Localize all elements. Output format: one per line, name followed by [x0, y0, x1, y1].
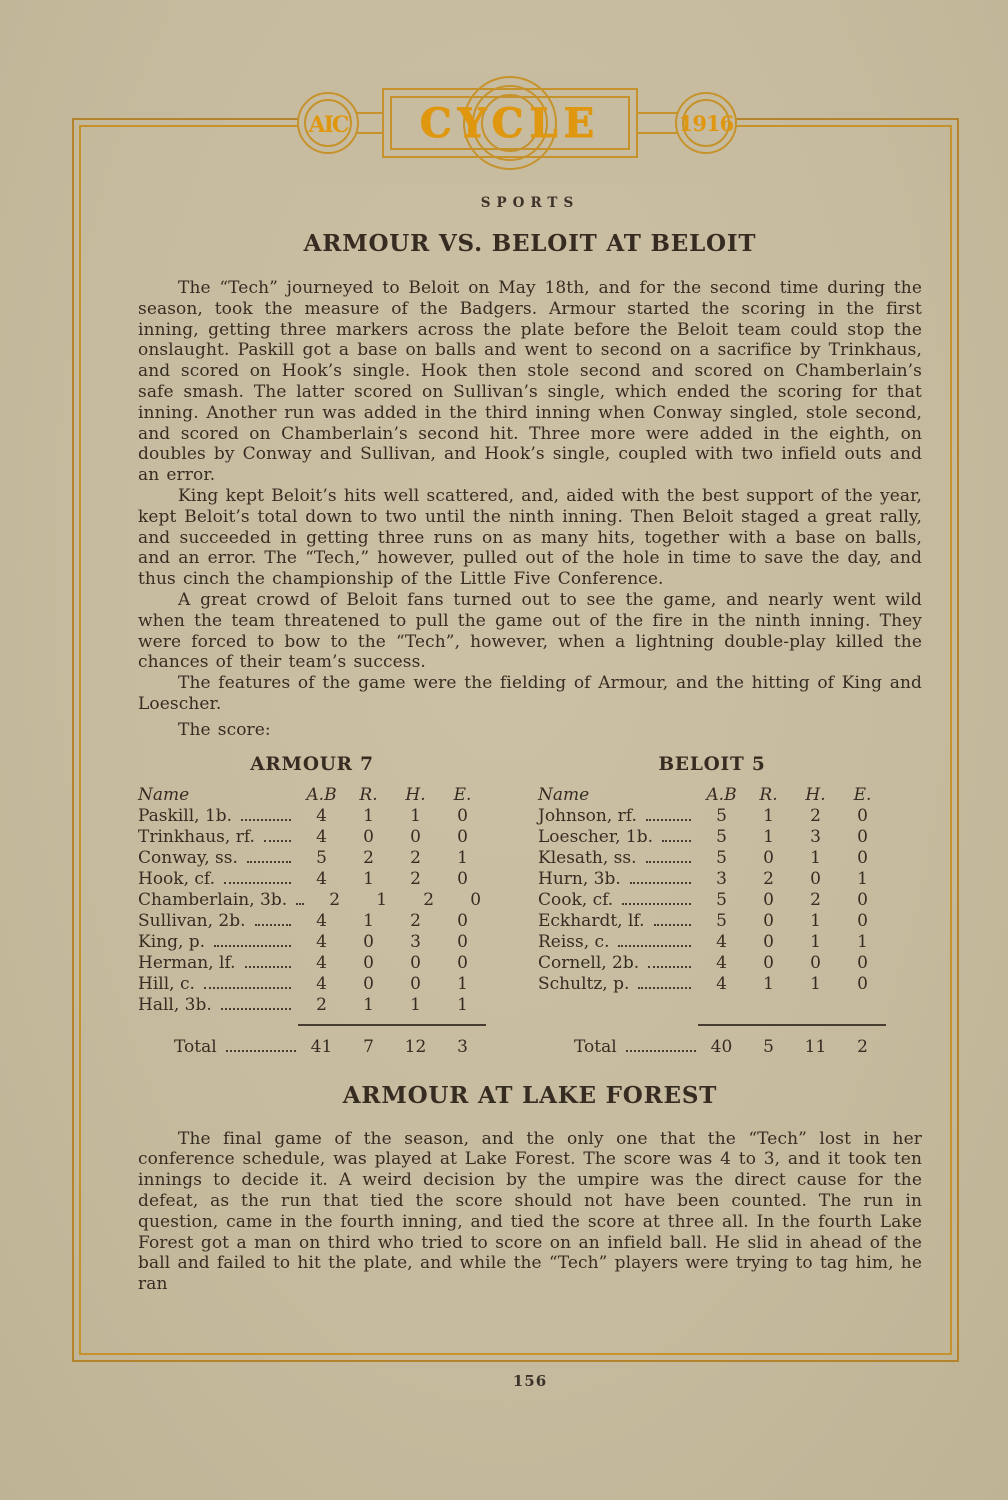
player-name: Reiss, c. [538, 931, 610, 952]
armour-total-block [138, 1016, 486, 1058]
table-row: Trinkhaus, rf. 4 0 0 0 [138, 826, 468, 847]
col-h: H. [805, 784, 826, 805]
table-row: Hill, c. 4 0 0 1 [138, 973, 468, 994]
leader-dots [245, 966, 291, 968]
player-name: Cornell, 2b. [538, 952, 640, 973]
table-row: Conway, ss. 5 2 2 1 [138, 847, 468, 868]
leader-dots [618, 945, 691, 947]
player-name: Hook, cf. [138, 868, 216, 889]
table-row: Schultz, p. 4 1 1 0 [538, 973, 868, 994]
leader-dots [622, 903, 691, 905]
col-e: E. [453, 784, 472, 805]
total-row: Total 40 5 11 2 [574, 1036, 868, 1057]
header-ornament [225, 55, 785, 200]
armour-table-title: ARMOUR 7 [250, 753, 374, 775]
player-name: Klesath, ss. [538, 847, 637, 868]
article1-paragraph-1: The “Tech” journeyed to Beloit on May 18th, and for the second time during the season, took the measure of the Badgers. Armour started the scoring in the first inning, getting three markers across the plate before the Beloit team could stop the onslaught. Paskill got a base on balls and went to second on a sacrifice by Trinkhaus, and scored on Hook’s single. Hook then stole second and scored on Chamberlain’s safe smash. The latter scored on Sullivan’s single, which ended the scoring for that inning. Another run was added in the third inning when Conway singled, stole second, and scored on Chamberlain’s second hit. Three more were added in the eighth, on doubles by Conway and Sullivan, and Hook’s single, coupled with two infield outs and an error. [138, 278, 922, 486]
player-name: Cook, cf. [538, 889, 614, 910]
col-name: Name [138, 784, 190, 805]
leader-dots [241, 819, 291, 821]
player-name: Schultz, p. [538, 973, 630, 994]
col-r: R. [359, 784, 378, 805]
box-scores [138, 754, 922, 1058]
table-row: Eckhardt, lf. 5 0 1 0 [538, 910, 868, 931]
article1-title: ARMOUR VS. BELOIT AT BELOIT [303, 230, 757, 257]
total-label: Total [174, 1036, 217, 1057]
total-label: Total [574, 1036, 617, 1057]
article2-paragraph-1: The final game of the season, and the only one that the “Tech” lost in her conference schedule, was played at Lake Forest. The score was 4 to 3, and it took ten innings to decide it. A weird decision by the umpire was the direct cause for the defeat, as the run that tied the score should not have been counted. The run in question, came in the fourth inning, and tied the score at three all. In the fourth Lake Forest got a man on third who tried to score on an infield ball. He slid in ahead of the ball and failed to hit the plate, and while the “Tech” players were trying to tag him, he ran [138, 1128, 922, 1295]
table-row: Chamberlain, 3b. 2 1 2 0 [138, 889, 482, 910]
leader-dots [630, 882, 691, 884]
table-row: Hurn, 3b. 3 2 0 1 [538, 868, 868, 889]
article1-paragraph-3: A great crowd of Beloit fans turned out to see the game, and nearly went wild when the team threatened to pull the game out of the fire in the ninth inning. They were forced to bow to the “Tech”, however, when a lightning double-play killed the chances of their team’s success. [138, 589, 922, 673]
leader-dots [662, 840, 691, 842]
table-header-row [138, 785, 486, 806]
table-row: Hook, cf. 4 1 2 0 [138, 868, 468, 889]
player-name: Herman, lf. [138, 952, 236, 973]
beloit-total-block [538, 1016, 886, 1058]
table-row: Klesath, ss. 5 0 1 0 [538, 847, 868, 868]
player-name: Sullivan, 2b. [138, 910, 246, 931]
leader-dots [247, 861, 291, 863]
table-row: Reiss, c. 4 0 1 1 [538, 931, 868, 952]
leader-dots [626, 1050, 696, 1052]
table-row: King, p. 4 0 3 0 [138, 931, 468, 952]
table-row: Loescher, 1b. 5 1 3 0 [538, 826, 868, 847]
leader-dots [646, 861, 692, 863]
table-header-row [538, 785, 886, 806]
leader-dots [264, 840, 291, 842]
col-e: E. [853, 784, 872, 805]
leader-dots [296, 903, 304, 905]
section-label: SPORTS [480, 195, 580, 211]
year-text: 1916 [678, 111, 734, 136]
article1-paragraph-2: King kept Beloit’s hits well scattered, and, aided with the best support of the year, kept Beloit’s total down to two until the ninth inning. Then Beloit staged a great rally, and succeeded in getting three runs on as many hits, together with a base on balls, and an error. The “Tech,” however, pulled out of the hole in time to save the day, and thus cinch the championship of the Little Five Conference. [138, 485, 922, 590]
cycle-banner-graphic [225, 55, 785, 200]
player-name: Trinkhaus, rf. [138, 826, 255, 847]
col-ab: A.B [306, 784, 337, 805]
col-ab: A.B [706, 784, 737, 805]
player-name: Hurn, 3b. [538, 868, 621, 889]
leader-dots [654, 924, 692, 926]
leader-dots [255, 924, 291, 926]
cycle-logo-text: CYCLE [419, 100, 601, 147]
leader-dots [638, 987, 691, 989]
table-row: Sullivan, 2b. 4 1 2 0 [138, 910, 468, 931]
table-row: Herman, lf. 4 0 0 0 [138, 952, 468, 973]
armour-box-score [138, 754, 486, 1058]
leader-dots [204, 987, 291, 989]
table-row: Hall, 3b. 2 1 1 1 [138, 994, 468, 1015]
player-name: Hall, 3b. [138, 994, 212, 1015]
player-name: Hill, c. [138, 973, 195, 994]
table-row: Paskill, 1b. 4 1 1 0 [138, 805, 468, 826]
leader-dots [648, 966, 691, 968]
leader-dots [214, 945, 291, 947]
beloit-table-title: BELOIT 5 [658, 753, 766, 775]
leader-dots [646, 819, 691, 821]
score-label: The score: [178, 719, 271, 740]
page-number: 156 [512, 1372, 548, 1390]
leader-dots [221, 1008, 291, 1010]
page-content [138, 230, 922, 1295]
total-rule [698, 1024, 886, 1026]
total-rule [298, 1024, 486, 1026]
table-row: Johnson, rf. 5 1 2 0 [538, 805, 868, 826]
player-name: King, p. [138, 931, 206, 952]
leader-dots [224, 882, 291, 884]
total-row: Total 41 7 12 3 [174, 1036, 468, 1057]
monogram-text: AIC [308, 112, 348, 138]
player-name: Conway, ss. [138, 847, 238, 868]
player-name: Paskill, 1b. [138, 805, 233, 826]
article1-paragraph-4: The features of the game were the fielding of Armour, and the hitting of King and Loescher. [138, 673, 922, 714]
player-name: Johnson, rf. [538, 805, 637, 826]
leader-dots [226, 1050, 296, 1052]
player-name: Eckhardt, lf. [538, 910, 645, 931]
table-row: Cornell, 2b. 4 0 0 0 [538, 952, 868, 973]
table-row: Cook, cf. 5 0 2 0 [538, 889, 868, 910]
player-name: Loescher, 1b. [538, 826, 654, 847]
player-name: Chamberlain, 3b. [138, 889, 288, 910]
col-h: H. [405, 784, 426, 805]
col-r: R. [759, 784, 778, 805]
col-name: Name [538, 784, 590, 805]
beloit-box-score [538, 754, 886, 1058]
article2-title: ARMOUR AT LAKE FOREST [342, 1081, 718, 1109]
